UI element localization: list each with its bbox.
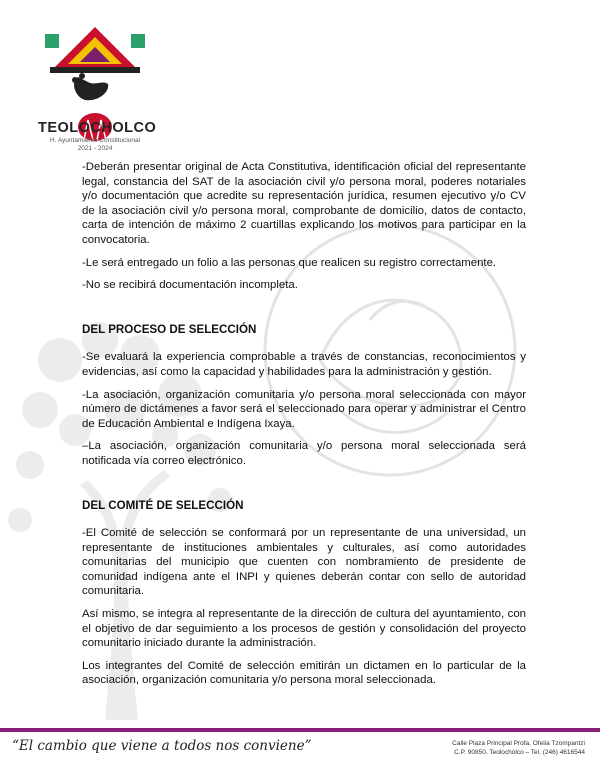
heading-selection-process: DEL PROCESO DE SELECCIÓN xyxy=(82,322,257,336)
paragraph-culture-rep: Así mismo, se integra al representante de la dirección de cultura del ayuntamiento, con el objetivo de dar seguimiento a los procesos de gestión y consolidación del proyecto comunitario iniciado durante la administración. xyxy=(82,608,526,650)
paragraph-dictamen: Los integrantes del Comité de selección emitirán un dictamen en lo particular de la asociación, organización comunitaria y/o persona moral seleccionada. xyxy=(82,659,526,687)
paragraph-incomplete: -No se recibirá documentación incompleta. xyxy=(82,279,298,292)
logo-years: 2021 - 2024 xyxy=(77,145,113,152)
address-line-2: C.P. 90850, Teolocholco – Tel. (246) 4616544 xyxy=(454,748,585,756)
paragraph-committee: -El Comité de selección se conformará por un representante de una universidad, un representante de instituciones ambientales y culturales, así como autoridades comunitarias del municipio que cuenten con nombramiento de presidente de comunidad indígena ante el INPI y quienes deberán contar con sello de autoridad comunitaria. xyxy=(82,527,526,598)
paragraph-notification: –La asociación, organización comunitaria y/o persona moral seleccionada será notificada vía correo electrónico. xyxy=(82,440,526,467)
heading-selection-committee: DEL COMITÉ DE SELECCIÓN xyxy=(82,498,244,512)
paragraph-evaluation: -Se evaluará la experiencia comprobable a través de constancias, reconocimientos y evidencias, así como la capacidad y habilidades para la administración y gestión. xyxy=(82,351,526,378)
logo-title: TEOLOCHOLCO xyxy=(38,120,157,136)
footer-divider xyxy=(0,728,600,732)
logo-subtitle xyxy=(30,137,160,153)
paragraph-folio: -Le será entregado un folio a las personas que realicen su registro correctamente. xyxy=(82,256,497,269)
paragraph-selected-org: -La asociación, organización comunitaria y/o persona moral seleccionada con mayor número de dictámenes a favor será el seleccionado para operar y administrar el Centro de Educación Ambiental e Indígena Ixaya. xyxy=(82,388,526,430)
footer-slogan: “El cambio que viene a todos nos conviene” xyxy=(12,738,312,754)
footer-address xyxy=(400,740,585,757)
paragraph-requirements: -Deberán presentar original de Acta Constitutiva, identificación oficial del representante legal, constancia del SAT de la asociación civil y/o persona moral, poderes notariales y/o documentación que acredite su representación jurídica, resumen ejecutivo y/o CV de la asociación civil y/o persona moral, comprobante de domicilio, datos de contacto, carta de intención de máximo 2 cuartillas explicando los motivos para participar en la convocatoria. xyxy=(82,161,526,246)
logo-subtitle-line: H. Ayuntamiento Constitucional xyxy=(49,137,141,144)
document-body xyxy=(82,160,526,696)
address-line-1: Calle Plaza Principal Profa. Ofelia Tzompantzi xyxy=(452,740,585,747)
